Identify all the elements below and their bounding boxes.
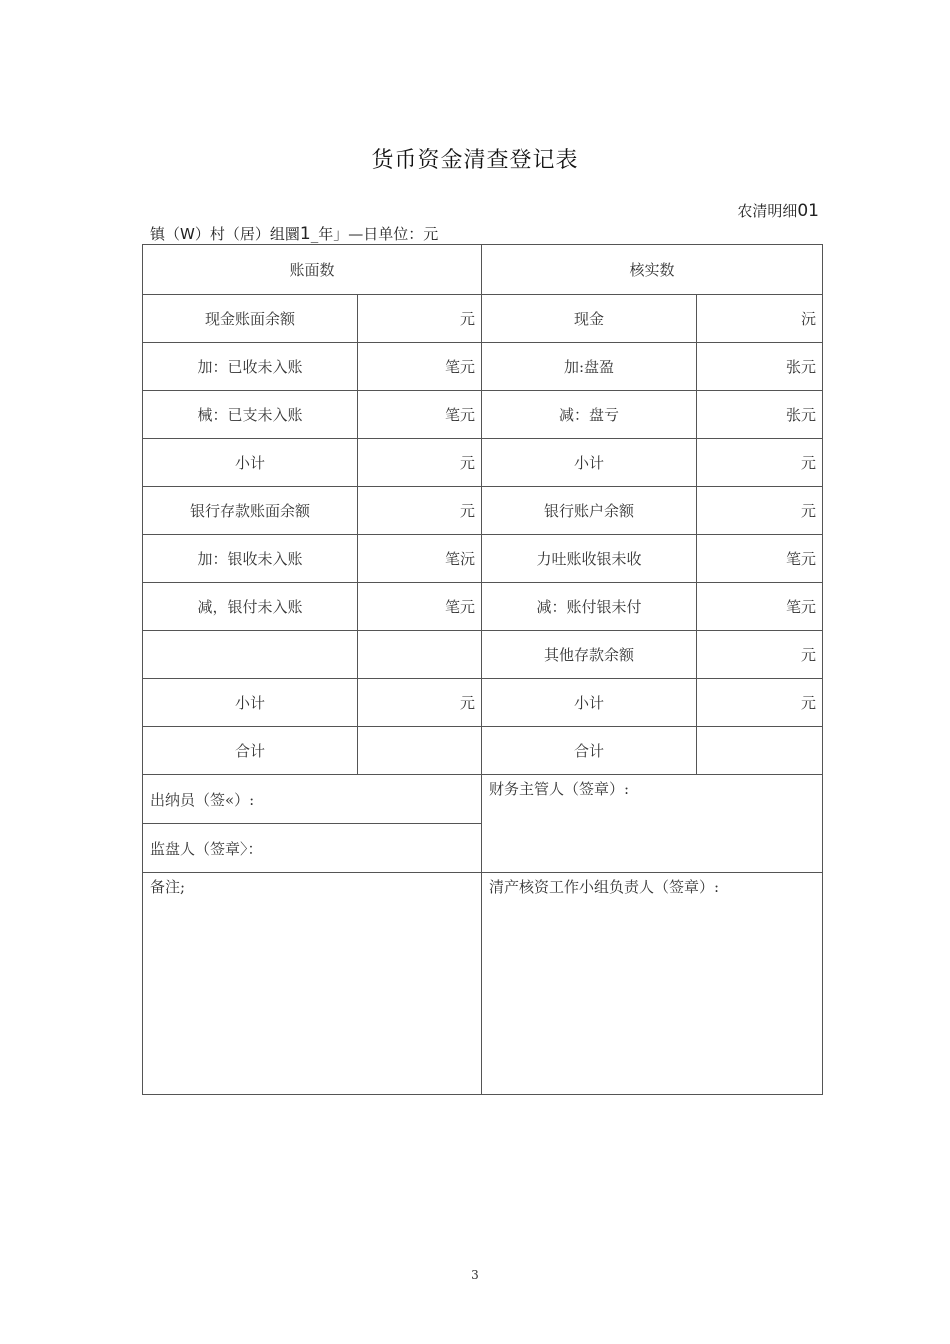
unit-line-part-3: ）村（居）组圜 [194, 225, 300, 243]
unit-line-part-2: W [180, 225, 195, 243]
verified-item-amount[interactable]: 笔元 [697, 535, 823, 583]
unit-line-part-1: 镇（ [150, 225, 181, 243]
book-item-label [143, 631, 358, 679]
form-title: 货币资金清查登记表 [371, 148, 579, 173]
table-row [143, 679, 823, 727]
verified-item-label: 力吐账收银未收 [482, 535, 697, 583]
inventory-taker-signature[interactable]: 监盘人（签章〉： [143, 824, 482, 873]
verified-item-label: 现金 [482, 295, 697, 343]
verified-item-label: 银行账户余额 [482, 487, 697, 535]
table-row [143, 295, 823, 343]
table-row [143, 343, 823, 391]
unit-line [150, 223, 438, 244]
verified-item-label: 减：账付银未付 [482, 583, 697, 631]
book-item-label: 小计 [143, 679, 358, 727]
book-item-amount[interactable] [358, 631, 482, 679]
header-book-amount: 账面数 [143, 245, 482, 295]
verified-item-amount[interactable]: 张元 [697, 391, 823, 439]
verified-item-amount[interactable]: 沅 [697, 295, 823, 343]
book-item-label: 银行存款账面余额 [143, 487, 358, 535]
book-total-label: 合计 [143, 727, 358, 775]
table-row [143, 439, 823, 487]
table-row [143, 391, 823, 439]
verified-item-amount[interactable]: 元 [697, 631, 823, 679]
table-row [143, 583, 823, 631]
header-verified-amount: 核实数 [482, 245, 823, 295]
book-item-label: 小计 [143, 439, 358, 487]
book-item-amount[interactable]: 元 [358, 295, 482, 343]
verified-item-label: 加:盘盈 [482, 343, 697, 391]
form-number-prefix: 农清明细 [737, 202, 798, 220]
cashier-signature[interactable]: 出纳员（签«）: [143, 775, 482, 824]
verified-item-amount[interactable]: 元 [697, 439, 823, 487]
book-item-amount[interactable]: 元 [358, 679, 482, 727]
table-row [143, 535, 823, 583]
verified-item-label: 小计 [482, 439, 697, 487]
verified-item-amount[interactable]: 笔元 [697, 583, 823, 631]
finance-head-signature[interactable]: 财务主管人（签章）: [482, 775, 823, 873]
book-item-amount[interactable]: 元 [358, 439, 482, 487]
remarks-field[interactable]: 备注; [143, 873, 482, 1095]
cash-check-table [142, 244, 823, 1095]
book-item-amount[interactable]: 元 [358, 487, 482, 535]
table-row [143, 487, 823, 535]
verified-item-amount[interactable]: 元 [697, 679, 823, 727]
book-item-amount[interactable]: 笔沅 [358, 535, 482, 583]
book-item-label: 现金账面余额 [143, 295, 358, 343]
form-number-value: 01 [797, 201, 819, 221]
page-number: 3 [471, 1268, 479, 1282]
verified-item-label: 其他存款余额 [482, 631, 697, 679]
verified-item-label: 减：盘亏 [482, 391, 697, 439]
book-item-amount[interactable]: 笔元 [358, 343, 482, 391]
verified-item-label: 小计 [482, 679, 697, 727]
book-total-amount[interactable] [358, 727, 482, 775]
book-item-label: 减，银付未入账 [143, 583, 358, 631]
book-item-label: 械：已支未入账 [143, 391, 358, 439]
book-item-label: 加：银收未入账 [143, 535, 358, 583]
verified-item-amount[interactable]: 张元 [697, 343, 823, 391]
table-row [143, 631, 823, 679]
group-leader-signature[interactable]: 清产核资工作小组负责人（签章）: [482, 873, 823, 1095]
verified-item-amount[interactable]: 元 [697, 487, 823, 535]
table-row [143, 727, 823, 775]
verified-total-amount[interactable] [697, 727, 823, 775]
book-item-amount[interactable]: 笔元 [358, 391, 482, 439]
verified-total-label: 合计 [482, 727, 697, 775]
unit-line-part-5: _年」—日单位：元 [310, 225, 439, 243]
unit-line-part-4: 1 [299, 224, 311, 244]
form-number [737, 200, 819, 221]
book-item-amount[interactable]: 笔元 [358, 583, 482, 631]
book-item-label: 加：已收未入账 [143, 343, 358, 391]
